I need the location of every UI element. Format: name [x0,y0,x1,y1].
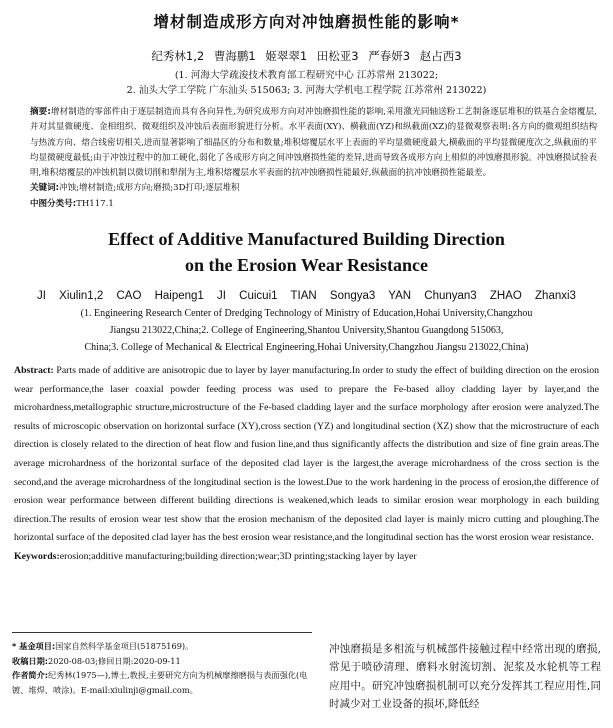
english-keywords: erosion;additive manufacturing;building direction;wear;3D printing;stacking layer by layer [59,551,417,563]
clc-number: TH117.1 [76,198,114,209]
english-title-line: Effect of Additive Manufactured Building Direction [108,229,505,250]
english-abstract [14,362,599,567]
body-text-column: 冲蚀磨损是多相流与机械部件接触过程中经常出现的磨损,常见于喷砂清理、磨料水射流切割、泥浆及水轮机等工程应用中。研究冲蚀磨损机制可以充分发挥其工程应用性,同时减少对工业设备的损坏,降低经 [329,643,601,711]
author-bio-text: 纪秀林(1975—),博士,教授,主要研究方向为机械摩擦磨损与表面强化(电镀、堆焊、喷涂)。E-mail:xiulinji@gmail.com。 [12,670,308,695]
english-affiliation-line: China;3. College of Mechanical & Electrical Engineering,Hohai University,Changzhou Jiangsu 213022,China) [84,342,529,354]
clc-label: 中图分类号: [30,198,77,209]
chinese-affiliation-line: 2. 汕头大学工学院 广东汕头 515063; 3. 河海大学机电工程学院 江苏常州 213022) [126,85,487,96]
english-affiliation-line: Jiangsu 213022,China;2. College of Engineering,Shantou University,Shantou Guangdong 515063, [109,325,504,337]
author-bio-label: 作者简介: [12,670,49,681]
dates-label: 收稿日期: [12,655,49,666]
chinese-abstract [30,105,597,212]
chinese-affiliation-line: (1. 河海大学疏浚技术教育部工程研究中心 江苏常州 213022; [174,70,439,81]
chinese-abstract-text: 增材制造的零部件由于逐层制造而具有各向异性,为研究成形方向对冲蚀磨损性能的影响,采用激光同轴送粉工艺制备逐层堆积的铁基合金熔覆层,并对其显微硬度、金相组织、微观组织及冲蚀后表面形貌进行分析。水平表面(XY)、横截面(YZ)和纵截面(XZ)的显微观察表明:各方向的微观组织结构与热流方向、熔合线密切相关,进而显著影响了细晶区的分布和数量;堆积熔覆层水平上表面的平均显微硬度最大,横截面的平均显微硬度次之,纵截面的平均显微硬度最低;由于冲蚀过程中的加工硬化,弱化了各成形方向之间冲蚀磨损性能的差异,进而导致各成形方向上相似的冲蚀磨损形貌。冲蚀磨损试验表明,堆积熔覆层的冲蚀机制以微切削和犁削为主,堆积熔覆层水平表面的抗冲蚀磨损性能最好,纵截面的抗冲蚀磨损性能最差。 [30,107,597,179]
fund-label: * 基金项目: [12,641,56,651]
chinese-affiliations [12,68,601,98]
english-affiliations [12,305,601,356]
chinese-keywords-label: 关键词: [30,183,60,194]
english-title-line: on the Erosion Wear Resistance [184,255,428,276]
english-keywords-label: Keywords: [14,551,60,563]
chinese-abstract-label: 摘要: [30,107,51,117]
dates-text: 2020-08-03;修回日期:2020-09-11 [48,655,181,666]
chinese-authors: 纪秀林1,2 曹海鹏1 姬翠翠1 田松亚3 严春妍3 赵占西3 [151,49,462,63]
english-authors: JI Xiulin1,2 CAO Haipeng1 JI Cuicui1 TIAN Songya3 YAN Chunyan3 ZHAO Zhanxi3 [37,290,576,303]
english-abstract-text: Parts made of additive are anisotropic due to layer by layer manufacturing.In order to study the effect of building direction on the erosion wear performance,the laser coaxial powder feeding process was used to prepare the Fe-based alloy cladding layer by layer,and the microhardness,metallographic structure,microstructure of the Fe-based cladding layer and the surface morphology after erosion were analyzed.The results of microscopic observation on horizontal surface (XY),cross section (YZ) and longitudinal section (XZ) show that the microstructure of each direction is closely related to the direction of heat flow and fusion line,and thus significantly affects the distribution and size of fine grain areas.The average microhardness of the horizontal surface of the deposited clad layer is the largest,the average microhardness of the cross section is the second,and the average microhardness of the longitudinal section is the lowest.Due to the work hardening in the process of erosion,the difference of erosion wear performance between different building directions is weakened,which leads to similar erosion wear morphology in each building direction.The results of erosion wear test show that the erosion mechanism of the deposited clad layer is mainly micro cutting and ploughing.The horizontal surface of the deposited clad layer has the best erosion wear resistance,and the longitudinal section has the worst erosion wear resistance. [14,365,599,544]
chinese-title: 增材制造成形方向对冲蚀磨损性能的影响* [153,13,460,31]
english-title [12,226,601,278]
fund-text: 国家自然科学基金项目(51875169)。 [55,641,194,651]
chinese-keywords: 冲蚀;增材制造;成形方向;磨损;3D打印;逐层堆积 [59,183,240,194]
english-abstract-label: Abstract: [14,365,54,377]
footnote [12,632,312,714]
bottom-section [12,632,601,714]
english-affiliation-line: (1. Engineering Research Center of Dredging Technology of Ministry of Education,Hohai University,Changzhou [80,308,533,320]
